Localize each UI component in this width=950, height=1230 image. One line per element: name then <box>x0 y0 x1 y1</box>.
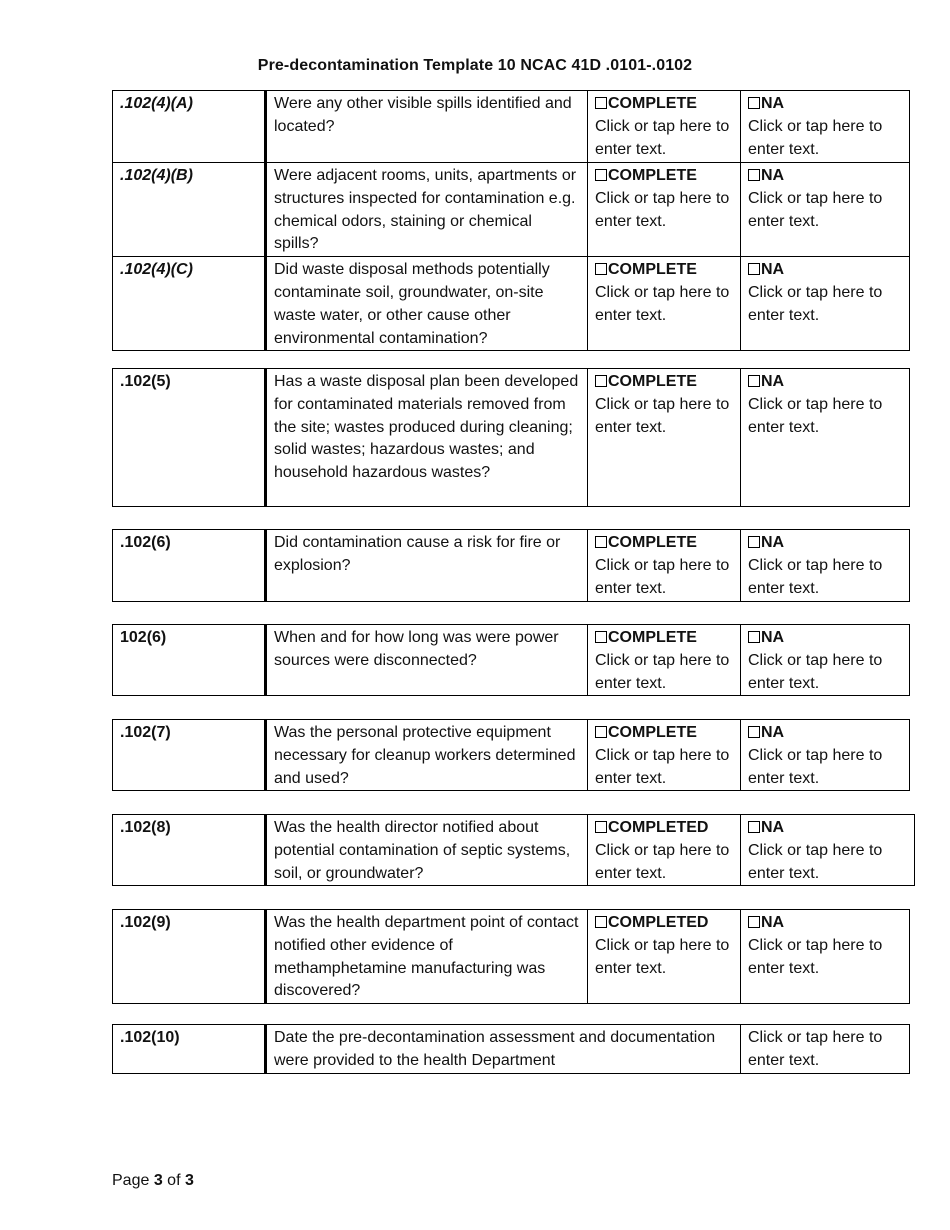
na-label: NA <box>761 819 785 836</box>
na-checkbox[interactable] <box>748 631 760 643</box>
complete-label: COMPLETE <box>608 373 697 390</box>
na-cell <box>741 163 910 257</box>
text-entry-field[interactable]: Click or tap here to enter text. <box>595 746 730 787</box>
rule-ref: .102(4)(C) <box>113 257 266 351</box>
text-entry-field[interactable]: Click or tap here to enter text. <box>748 117 883 158</box>
na-label: NA <box>761 724 785 741</box>
rule-ref: .102(9) <box>113 910 266 1004</box>
na-checkbox[interactable] <box>748 726 760 738</box>
complete-label: COMPLETE <box>608 629 697 646</box>
complete-cell <box>588 625 741 696</box>
text-entry-field[interactable]: Click or tap here to enter text. <box>748 651 883 692</box>
text-entry-field[interactable]: Click or tap here to enter text. <box>595 841 730 882</box>
current-page: 3 <box>153 1172 163 1189</box>
table-row <box>113 91 910 163</box>
text-entry-field[interactable]: Click or tap here to enter text. <box>748 746 883 787</box>
na-label: NA <box>761 629 785 646</box>
complete-label: COMPLETE <box>608 95 697 112</box>
question-text: Was the health director notified about potential contamination of septic systems, soil, or groundwater? <box>266 815 588 886</box>
na-cell <box>741 369 910 507</box>
complete-checkbox[interactable] <box>595 536 607 548</box>
table-row <box>113 530 910 602</box>
na-label: NA <box>761 95 785 112</box>
rule-ref: .102(8) <box>113 815 266 886</box>
question-text: Did waste disposal methods potentially contaminate soil, groundwater, on-site waste water, or other cause other environmental contamination? <box>266 257 588 351</box>
page-number <box>112 1172 194 1190</box>
complete-cell <box>588 91 741 163</box>
complete-checkbox[interactable] <box>595 821 607 833</box>
table-row <box>113 815 915 886</box>
complete-checkbox[interactable] <box>595 375 607 387</box>
complete-label: COMPLETE <box>608 724 697 741</box>
complete-label: COMPLETE <box>608 261 697 279</box>
rule-ref: 102(6) <box>113 625 266 696</box>
table-row <box>113 1025 910 1074</box>
table-row <box>113 369 910 507</box>
na-checkbox[interactable] <box>748 916 760 928</box>
text-entry-field[interactable]: Click or tap here to enter text. <box>748 283 883 324</box>
text-entry-field[interactable]: Click or tap here to enter text. <box>748 189 883 230</box>
complete-checkbox[interactable] <box>595 631 607 643</box>
complete-checkbox[interactable] <box>595 726 607 738</box>
section-102-7 <box>112 719 910 791</box>
text-entry-field[interactable]: Click or tap here to enter text. <box>595 189 730 230</box>
text-entry-field[interactable]: Click or tap here to enter text. <box>748 395 883 436</box>
table-row <box>113 720 910 791</box>
total-pages: 3 <box>184 1172 194 1189</box>
text-entry-field[interactable]: Click or tap here to enter text. <box>595 395 730 436</box>
date-entry-field[interactable]: Click or tap here to enter text. <box>748 1029 883 1069</box>
rule-ref: .102(10) <box>113 1025 266 1074</box>
complete-checkbox[interactable] <box>595 916 607 928</box>
table-row <box>113 910 910 1004</box>
complete-checkbox[interactable] <box>595 263 607 275</box>
question-text: Were adjacent rooms, units, apartments or structures inspected for contamination e.g. chemical odors, staining or chemical spills? <box>266 163 588 257</box>
question-text: Were any other visible spills identified and located? <box>266 91 588 163</box>
question-text: Has a waste disposal plan been developed for contaminated materials removed from the site; wastes produced during cleaning; solid wastes; hazardous wastes; and household hazardous wastes? <box>266 369 588 507</box>
complete-cell <box>588 720 741 791</box>
section-102-6 <box>112 529 910 602</box>
complete-cell <box>588 815 741 886</box>
section-102-6-power <box>112 624 910 696</box>
na-cell <box>741 530 910 602</box>
complete-label: COMPLETED <box>608 914 709 931</box>
table-row <box>113 625 910 696</box>
table-row <box>113 257 910 351</box>
complete-cell <box>588 530 741 602</box>
na-label: NA <box>761 534 785 551</box>
complete-label: COMPLETED <box>608 819 709 836</box>
text-entry-field[interactable]: Click or tap here to enter text. <box>595 283 730 324</box>
na-label: NA <box>761 373 785 390</box>
na-checkbox[interactable] <box>748 169 760 181</box>
table-row <box>113 163 910 257</box>
na-cell <box>741 625 910 696</box>
na-cell <box>741 910 910 1004</box>
na-checkbox[interactable] <box>748 263 760 275</box>
na-label: NA <box>761 167 785 184</box>
complete-checkbox[interactable] <box>595 169 607 181</box>
na-checkbox[interactable] <box>748 821 760 833</box>
complete-cell <box>588 163 741 257</box>
date-cell <box>741 1025 910 1074</box>
question-text: Did contamination cause a risk for fire or explosion? <box>266 530 588 602</box>
na-cell <box>741 91 910 163</box>
section-102-10 <box>112 1024 910 1074</box>
text-entry-field[interactable]: Click or tap here to enter text. <box>595 936 730 977</box>
text-entry-field[interactable]: Click or tap here to enter text. <box>595 117 730 158</box>
question-text: Date the pre-decontamination assessment and documentation were provided to the health Department <box>266 1025 741 1074</box>
na-checkbox[interactable] <box>748 375 760 387</box>
section-102-9 <box>112 909 910 1004</box>
na-checkbox[interactable] <box>748 536 760 548</box>
rule-ref: .102(4)(B) <box>113 163 266 257</box>
complete-cell <box>588 910 741 1004</box>
text-entry-field[interactable]: Click or tap here to enter text. <box>595 651 730 692</box>
page-title: Pre-decontamination Template 10 NCAC 41D .0101-.0102 <box>257 57 693 74</box>
complete-label: COMPLETE <box>608 534 697 551</box>
page-of: of <box>162 1172 185 1189</box>
question-text: Was the health department point of contact notified other evidence of methamphetamine manufacturing was discovered? <box>266 910 588 1004</box>
question-text: Was the personal protective equipment necessary for cleanup workers determined and used? <box>266 720 588 791</box>
rule-ref: .102(6) <box>113 530 266 602</box>
section-102-4 <box>112 90 910 351</box>
text-entry-field[interactable]: Click or tap here to enter text. <box>748 556 883 597</box>
complete-cell <box>588 257 741 351</box>
section-102-5 <box>112 368 910 507</box>
question-text: When and for how long was were power sources were disconnected? <box>266 625 588 696</box>
rule-ref: .102(4)(A) <box>113 91 266 163</box>
na-cell <box>741 720 910 791</box>
complete-checkbox[interactable] <box>595 97 607 109</box>
na-label: NA <box>761 261 785 279</box>
rule-ref: .102(7) <box>113 720 266 791</box>
complete-cell <box>588 369 741 507</box>
text-entry-field[interactable]: Click or tap here to enter text. <box>748 936 883 977</box>
rule-ref: .102(5) <box>113 369 266 507</box>
page-prefix: Page <box>112 1172 154 1189</box>
complete-label: COMPLETE <box>608 167 697 184</box>
section-102-8 <box>112 814 915 886</box>
na-cell <box>741 815 915 886</box>
text-entry-field[interactable]: Click or tap here to enter text. <box>595 556 730 597</box>
text-entry-field[interactable]: Click or tap here to enter text. <box>748 841 883 882</box>
na-label: NA <box>761 914 785 931</box>
na-cell <box>741 257 910 351</box>
na-checkbox[interactable] <box>748 97 760 109</box>
